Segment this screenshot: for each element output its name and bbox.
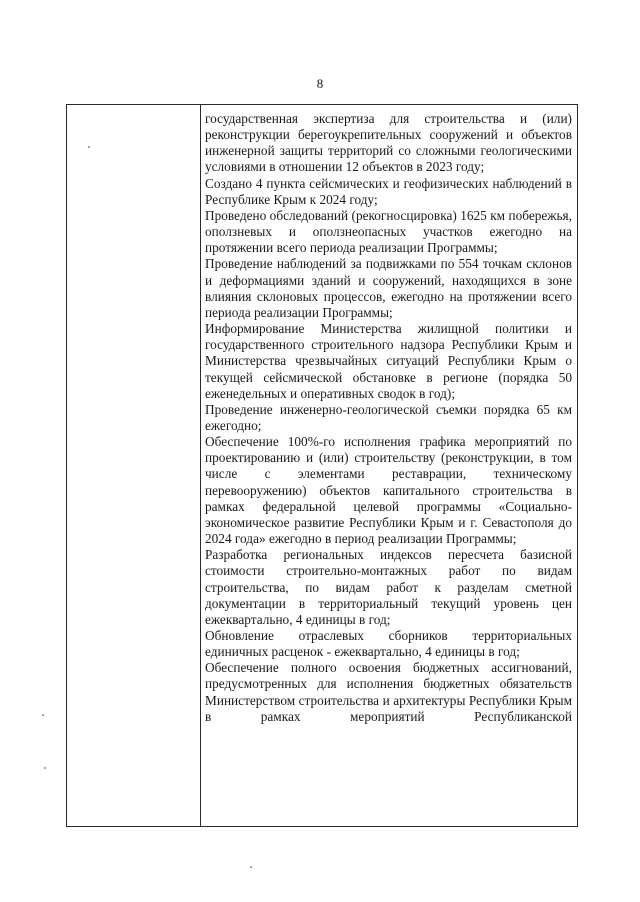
scan-speck [44, 767, 46, 769]
paragraph-slope-monitoring: Проведение наблюдений за подвижками по 554 точкам склонов и деформациями зданий и сооружений, находящихся в зоне влияния склоновых процессов, ежегодно на протяжении всего периода реализации Программы; [205, 256, 572, 320]
paragraph-geological-survey: Проведение инженерно-геологической съемки порядка 65 км ежегодно; [205, 401, 572, 433]
paragraph-budget-allocation: Обеспечение полного освоения бюджетных ассигнований, предусмотренных для исполнения бюджетных обязательств Министерством строительства и архитектуры Республики Крым в рамках мероприятий Республиканской [205, 660, 572, 724]
scan-speck [88, 146, 90, 148]
paragraph-seismic-stations: Создано 4 пункта сейсмических и геофизических наблюдений в Республике Крым к 2024 году; [205, 175, 572, 207]
paragraph-expertise: государственная экспертиза для строительства и (или) реконструкции берегоукрепительных сооружений и объектов инженерной защиты территорий со сложными геологическими условиями в отношении 12 объектов в 2023 году; [205, 111, 572, 175]
document-table [66, 104, 578, 827]
paragraph-schedule-execution: Обеспечение 100%-го исполнения графика мероприятий по проектированию и (или) строительству (реконструкции, в том числе с элементами реставрации, техническому перевооружению) объектов капитального строительства в рамках федеральной целевой программы «Социально-экономическое развитие Республики Крым и г. Севастополя до 2024 года» ежегодно в период реализации Программы; [205, 434, 572, 547]
scan-speck [250, 866, 252, 868]
paragraph-price-updates: Обновление отраслевых сборников территориальных единичных расценок - ежеквартально, 4 единицы в год; [205, 628, 572, 660]
paragraph-informing-ministries: Информирование Министерства жилищной политики и государственного строительного надзора Республики Крым и Министерства чрезвычайных ситуаций Республики Крым о текущей сейсмической обстановке в регионе (порядка 50 еженедельных и оперативных сводок в год); [205, 321, 572, 401]
scan-speck [42, 714, 44, 716]
table-column-divider [200, 105, 201, 826]
page-number: 8 [316, 76, 324, 91]
table-text-cell [205, 111, 572, 725]
paragraph-regional-indices: Разработка региональных индексов пересчета базисной стоимости строительно-монтажных работ по видам строительства, по видам работ к разделам сметной документации в территориальный текущий уровень цен ежеквартально, 4 единицы в год; [205, 547, 572, 627]
paragraph-coast-survey: Проведено обследований (рекогносцировка) 1625 км побережья, оползневых и оползнеопасных участков ежегодно на протяжении всего периода реализации Программы; [205, 207, 572, 256]
